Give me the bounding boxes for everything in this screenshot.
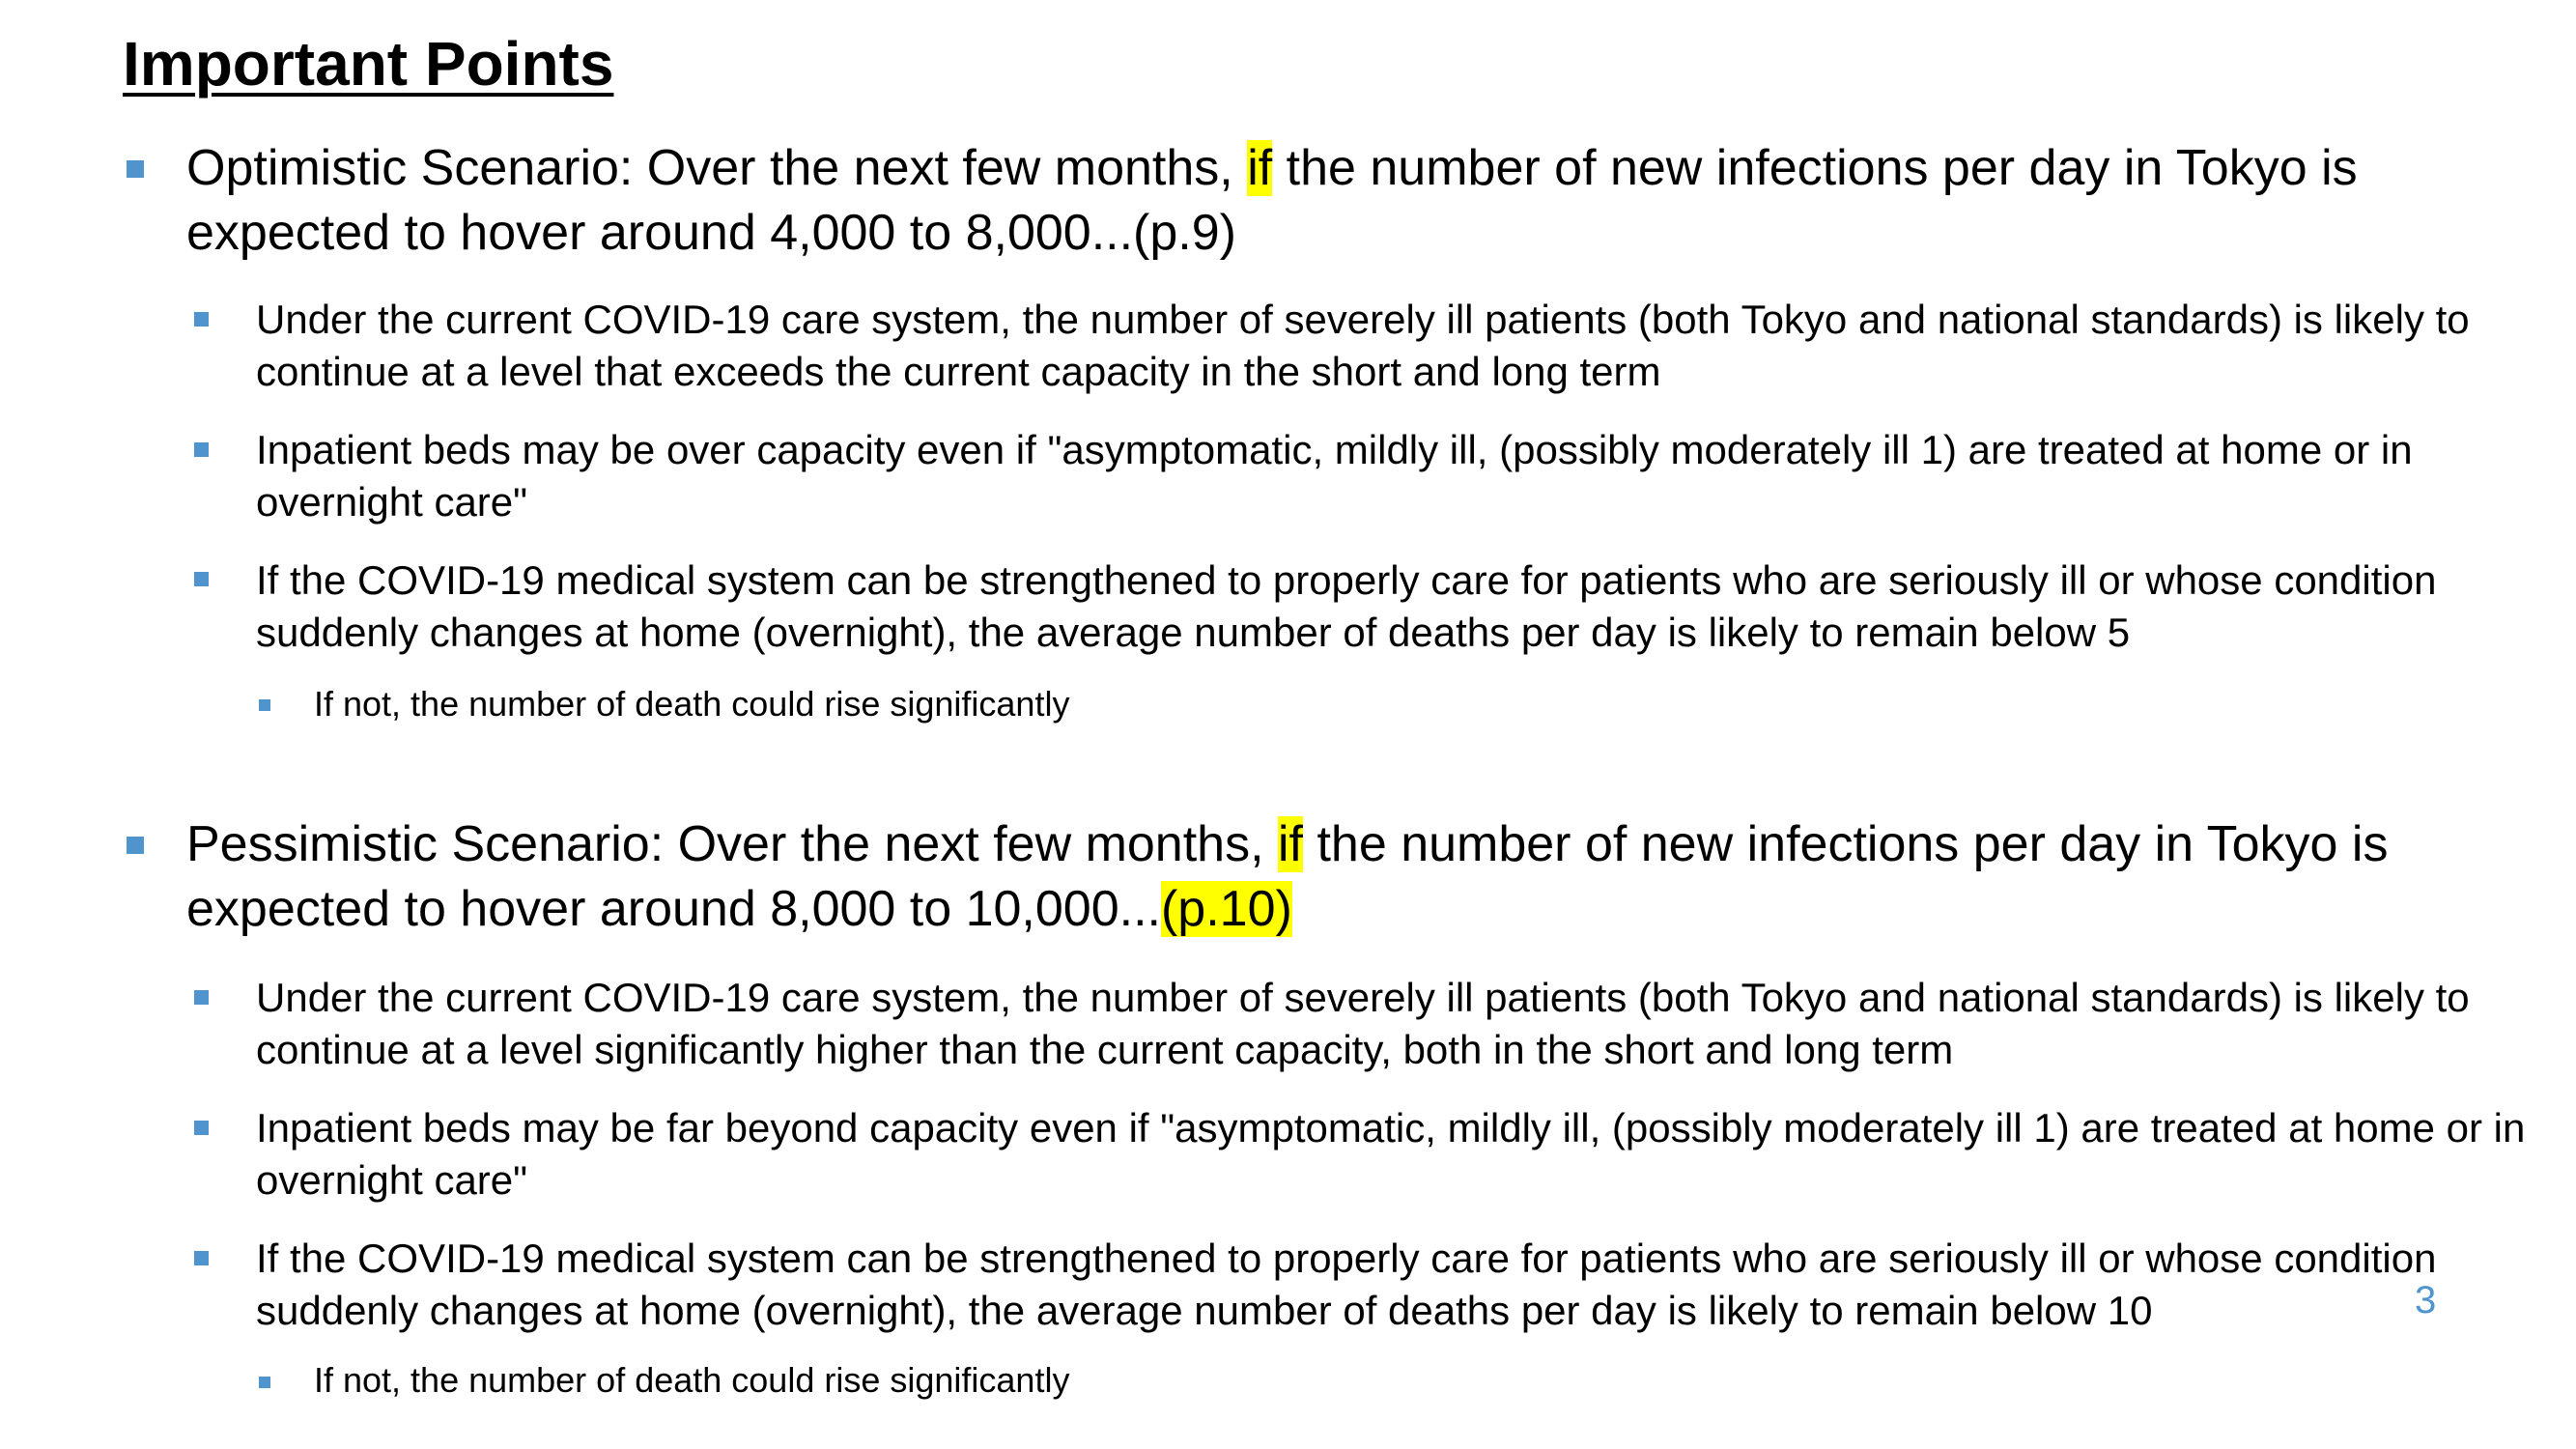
optimistic-heading-post: the number of new infections per day in Tokyo is expected to hover around 4,000 to 8,000...(p.9) bbox=[186, 140, 2358, 261]
pessimistic-page-ref: (p.10) bbox=[1160, 881, 1292, 937]
pessimistic-scenario-heading bbox=[186, 812, 2505, 942]
bullet-square-icon bbox=[259, 699, 270, 711]
page-title: Important Points bbox=[123, 29, 614, 99]
bullet-square-icon bbox=[194, 1251, 209, 1265]
optimistic-point-3: If the COVID-19 medical system can be strengthened to properly care for patients who are seriously ill or whose condition suddenly changes at home (overnight), the average number of deaths per day is likely to remain below 5 bbox=[256, 557, 2437, 655]
optimistic-point-1: Under the current COVID-19 care system, the number of severely ill patients (both Tokyo and national standards) is likely to continue at a level that exceeds the current capacity in the short and long term bbox=[256, 297, 2470, 394]
pessimistic-heading-pre: Pessimistic Scenario: Over the next few months, bbox=[186, 816, 1264, 872]
optimistic-highlight-if: if bbox=[1247, 140, 1273, 196]
optimistic-point-2: Inpatient beds may be over capacity even if "asymptomatic, mildly ill, (possibly moderately ill 1) are treated at home or in overnight care" bbox=[256, 427, 2413, 525]
optimistic-scenario-heading bbox=[186, 136, 2505, 266]
pessimistic-point-3: If the COVID-19 medical system can be strengthened to properly care for patients who are seriously ill or whose condition suddenly changes at home (overnight), the average number of deaths per day is likely to remain below 10 bbox=[256, 1236, 2437, 1333]
page-number: 3 bbox=[2415, 1279, 2437, 1321]
bullet-square-icon bbox=[194, 442, 209, 457]
optimistic-heading-pre: Optimistic Scenario: Over the next few months, bbox=[186, 140, 1233, 196]
bullet-square-icon bbox=[194, 1121, 209, 1135]
bullet-square-icon bbox=[194, 312, 209, 327]
pessimistic-point-2: Inpatient beds may be far beyond capacity even if "asymptomatic, mildly ill, (possibly moderately ill 1) are treated at home or in overnight care" bbox=[256, 1105, 2526, 1203]
pessimistic-highlight-if: if bbox=[1278, 816, 1303, 872]
pessimistic-subpoint: If not, the number of death could rise significantly bbox=[314, 1360, 1070, 1400]
optimistic-subpoint: If not, the number of death could rise significantly bbox=[314, 684, 1070, 724]
bullet-square-icon bbox=[194, 990, 209, 1005]
bullet-square-icon bbox=[194, 572, 209, 586]
bullet-square-icon bbox=[259, 1377, 270, 1388]
pessimistic-point-1: Under the current COVID-19 care system, the number of severely ill patients (both Tokyo and national standards) is likely to continue at a level significantly higher than the current capacity, both in the short and long term bbox=[256, 975, 2470, 1072]
bullet-square-icon bbox=[127, 837, 144, 854]
pessimistic-heading-mid: the number of new infections per day in Tokyo is expected to hover around 8,000 to 10,000... bbox=[186, 816, 2389, 937]
bullet-square-icon bbox=[127, 160, 144, 178]
